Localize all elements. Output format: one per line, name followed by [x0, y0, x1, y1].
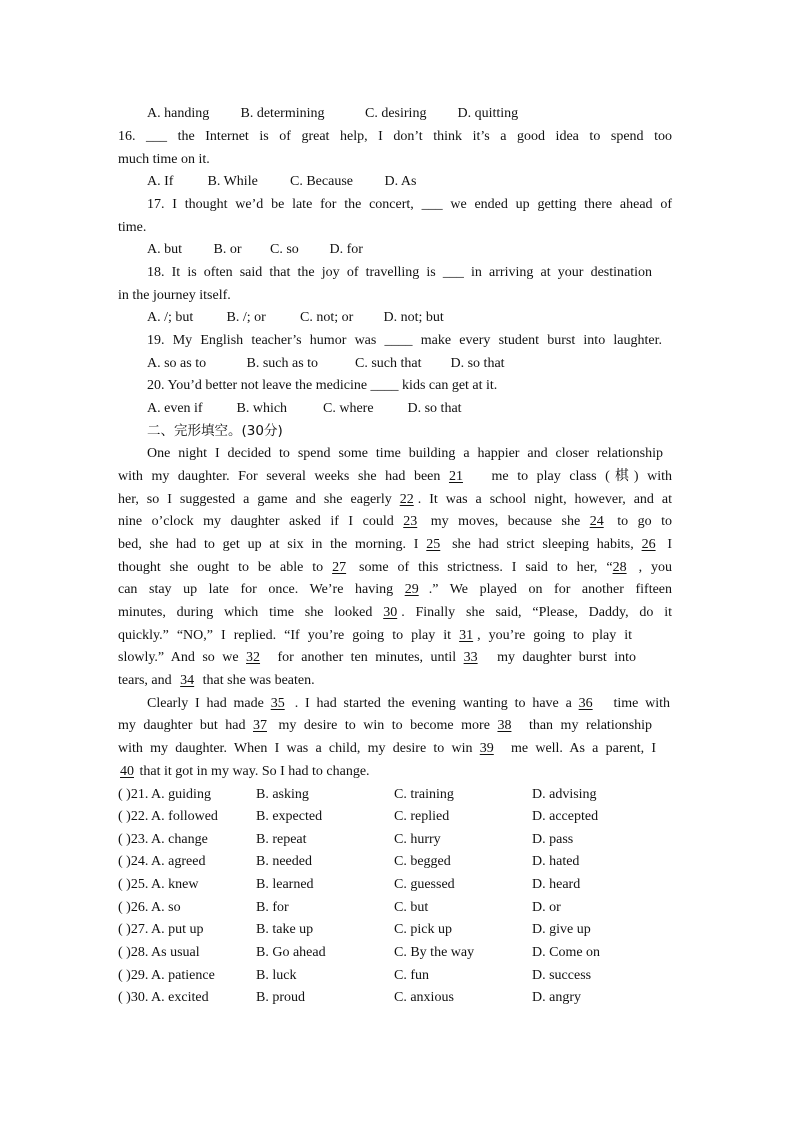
- q17-options: [147, 240, 363, 260]
- passage-line: Clearly I had made 35 . I had started the evening wanting to have a 36 time with: [147, 694, 670, 714]
- passage-line: minutes, during which time she looked 30 . Finally she said, “Please, Daddy, do it: [118, 603, 672, 623]
- q18-stem-cont: in the journey itself.: [118, 288, 231, 303]
- blank-33: 33: [463, 650, 478, 665]
- passage-line: One night I decided to spend some time building a happier and closer relationship: [147, 446, 663, 461]
- prev-options: [147, 104, 518, 124]
- option-b: B. While: [207, 174, 258, 189]
- option-a: A. /; but: [147, 310, 194, 325]
- q20-stem: 20. You’d better not leave the medicine ____ kids can get at it.: [147, 378, 498, 393]
- blank-38: 38: [497, 718, 512, 733]
- passage-line: with my daughter. When I was a child, my desire to win 39 me well. As a parent, I: [118, 739, 656, 759]
- option-c: C. desiring: [365, 106, 427, 121]
- option-d: D. so that: [407, 401, 462, 416]
- option-a: A. but: [147, 242, 182, 257]
- option-c: C. such that: [355, 356, 422, 371]
- blank-21: 21: [448, 469, 463, 484]
- blank-36: 36: [578, 696, 593, 711]
- option-d: D. so that: [450, 356, 505, 371]
- option-d: D. quitting: [457, 106, 519, 121]
- passage-line: quickly.” “NO,” I replied. “If you’re going to play it 31 , you’re going to play it: [118, 626, 632, 646]
- blank-23: 23: [403, 514, 418, 529]
- blank-39: 39: [479, 741, 494, 756]
- q18-options: [147, 308, 444, 328]
- option-c: C. Because: [290, 174, 353, 189]
- blank-25: 25: [426, 537, 441, 552]
- exam-page: A. handing B. determining C. desiring D. quitting 16. ___ the Internet is of great help, I don’t think it’s a good idea to spend too much time on it. A. If B. While C. Because D. As 17. I thought we’d be late for the concert, ___ we ended up getting there ahead of time. A. but B. or C. so D. for 18. It is often said that the joy of travelling is ___ in arriving at your destination in the journey itself. A. /; but B. /; or C. not; or D. not; but 19. My English teacher’s humor was ____ make every student burst into laughter. A. so as to B. such as to C. such that D. so that 20. You’d better not leave the medicine ____ kids can get at it. A. even if B. which C. where D. so that 二、完形填空。(30分) One night I decided to spend some time building a happier and closer relationship with my daughter. For several weeks she had been 21 me to play class (棋) with her, so I suggested a game and she eagerly 22 . It was a school night, however, and at nine o’clock my daughter asked if I could 23 my moves, because she 24 to go to bed, she had to get up at six in the morning. I 25 she had strict sleeping habits, 26 I thought she ought to be able to 27 some of this strictness. I said to her, “28 , you can stay up late for once. We’re having 29 .” We played on for another fifteen minutes, during which time she looked 30 . Finally she said, “Please, Daddy, do it quickly.” “NO,” I replied. “If you’re going to play it 31 , you’re going to play it slowly.” And so we 32 for another ten minutes, until 33 my daughter burst into tears, and 34 that she was beaten. Clearly I had made 35 . I had started the evening wanting to have a 36 time with my daughter but had 37 my desire to win to become more 38 than my relationship with my daughter. When I was a child, my desire to win 39 me well. As a parent, I 40 that it got in my way. So I had to change. ( )21. A. guiding B. asking C. training D. advising ( )22. A. followed B. expected C. replied D. accepted ( )23. A. change B. repeat C. hurry D. pass ( )24. A. agreed B. needed C. begged D. hated ( )25. A. knew B. learned C. guessed D. heard ( )26. A. so B. for C. but D. or ( )27. A. put up B. take up C. pick up D. give up ( )28. As usual B. Go ahead C. By the way D. Come on ( )29. A. patience B. luck C. fun D. success ( )30. A. excited B. proud C. anxious D. angry: [118, 106, 673, 1005]
- option-b: B. or: [213, 242, 242, 257]
- option-a: A. even if: [147, 401, 203, 416]
- blank-22: 22: [399, 492, 414, 507]
- q16-stem-cont: much time on it.: [118, 152, 210, 167]
- blank-31: 31: [459, 628, 474, 643]
- passage-line: can stay up late for once. We’re having 29 .” We played on for another fifteen: [118, 580, 672, 600]
- passage-line: slowly.” And so we 32 for another ten minutes, until 33 my daughter burst into: [118, 648, 636, 668]
- blank-40: 40: [120, 764, 134, 779]
- option-c: C. where: [323, 401, 374, 416]
- blank-32: 32: [246, 650, 261, 665]
- q16-stem: 16. ___ the Internet is of great help, I don’t think it’s a good idea to spend too: [118, 129, 672, 144]
- option-c: C. not; or: [300, 310, 354, 325]
- blank-34: 34: [180, 673, 195, 688]
- q17-stem-cont: time.: [118, 220, 147, 235]
- blank-29: 29: [404, 582, 419, 597]
- passage-line: 40 that it got in my way. So I had to change.: [118, 762, 370, 782]
- option-a: A. handing: [147, 106, 210, 121]
- blank-37: 37: [253, 718, 267, 733]
- passage-line: her, so I suggested a game and she eagerly 22 . It was a school night, however, and at: [118, 490, 672, 510]
- option-d: D. for: [329, 242, 363, 257]
- q18-stem: 18. It is often said that the joy of travelling is ___ in arriving at your destination: [147, 265, 652, 280]
- q19-stem: 19. My English teacher’s humor was ____ make every student burst into laughter.: [147, 333, 662, 348]
- passage-line: bed, she had to get up at six in the morning. I 25 she had strict sleeping habits, 26 I: [118, 535, 672, 555]
- blank-30: 30: [383, 605, 398, 620]
- section-heading: 二、完形填空。(30分): [147, 423, 283, 439]
- option-b: B. determining: [240, 106, 325, 121]
- option-a: A. so as to: [147, 356, 207, 371]
- passage-line: with my daughter. For several weeks she had been 21 me to play class (棋) with: [118, 467, 672, 487]
- q17-stem: 17. I thought we’d be late for the concert, ___ we ended up getting there ahead of: [147, 197, 672, 212]
- blank-26: 26: [641, 537, 656, 552]
- option-d: D. not; but: [383, 310, 444, 325]
- blank-28: 28: [612, 560, 627, 575]
- q19-options: [147, 354, 505, 374]
- option-b: B. /; or: [226, 310, 266, 325]
- option-c: C. so: [270, 242, 299, 257]
- passage-line: my daughter but had 37 my desire to win to become more 38 than my relationship: [118, 716, 652, 736]
- blank-35: 35: [270, 696, 285, 711]
- option-a: A. If: [147, 174, 174, 189]
- passage-line: nine o’clock my daughter asked if I could 23 my moves, because she 24 to go to: [118, 512, 672, 532]
- blank-27: 27: [332, 560, 347, 575]
- q20-options: [147, 399, 462, 419]
- blank-24: 24: [589, 514, 604, 529]
- option-b: B. such as to: [246, 356, 319, 371]
- passage-line: tears, and 34 that she was beaten.: [118, 671, 315, 691]
- option-d: D. As: [384, 174, 417, 189]
- passage-line: thought she ought to be able to 27 some of this strictness. I said to her, “28 , you: [118, 558, 672, 578]
- q16-options: [147, 172, 416, 192]
- option-b: B. which: [236, 401, 288, 416]
